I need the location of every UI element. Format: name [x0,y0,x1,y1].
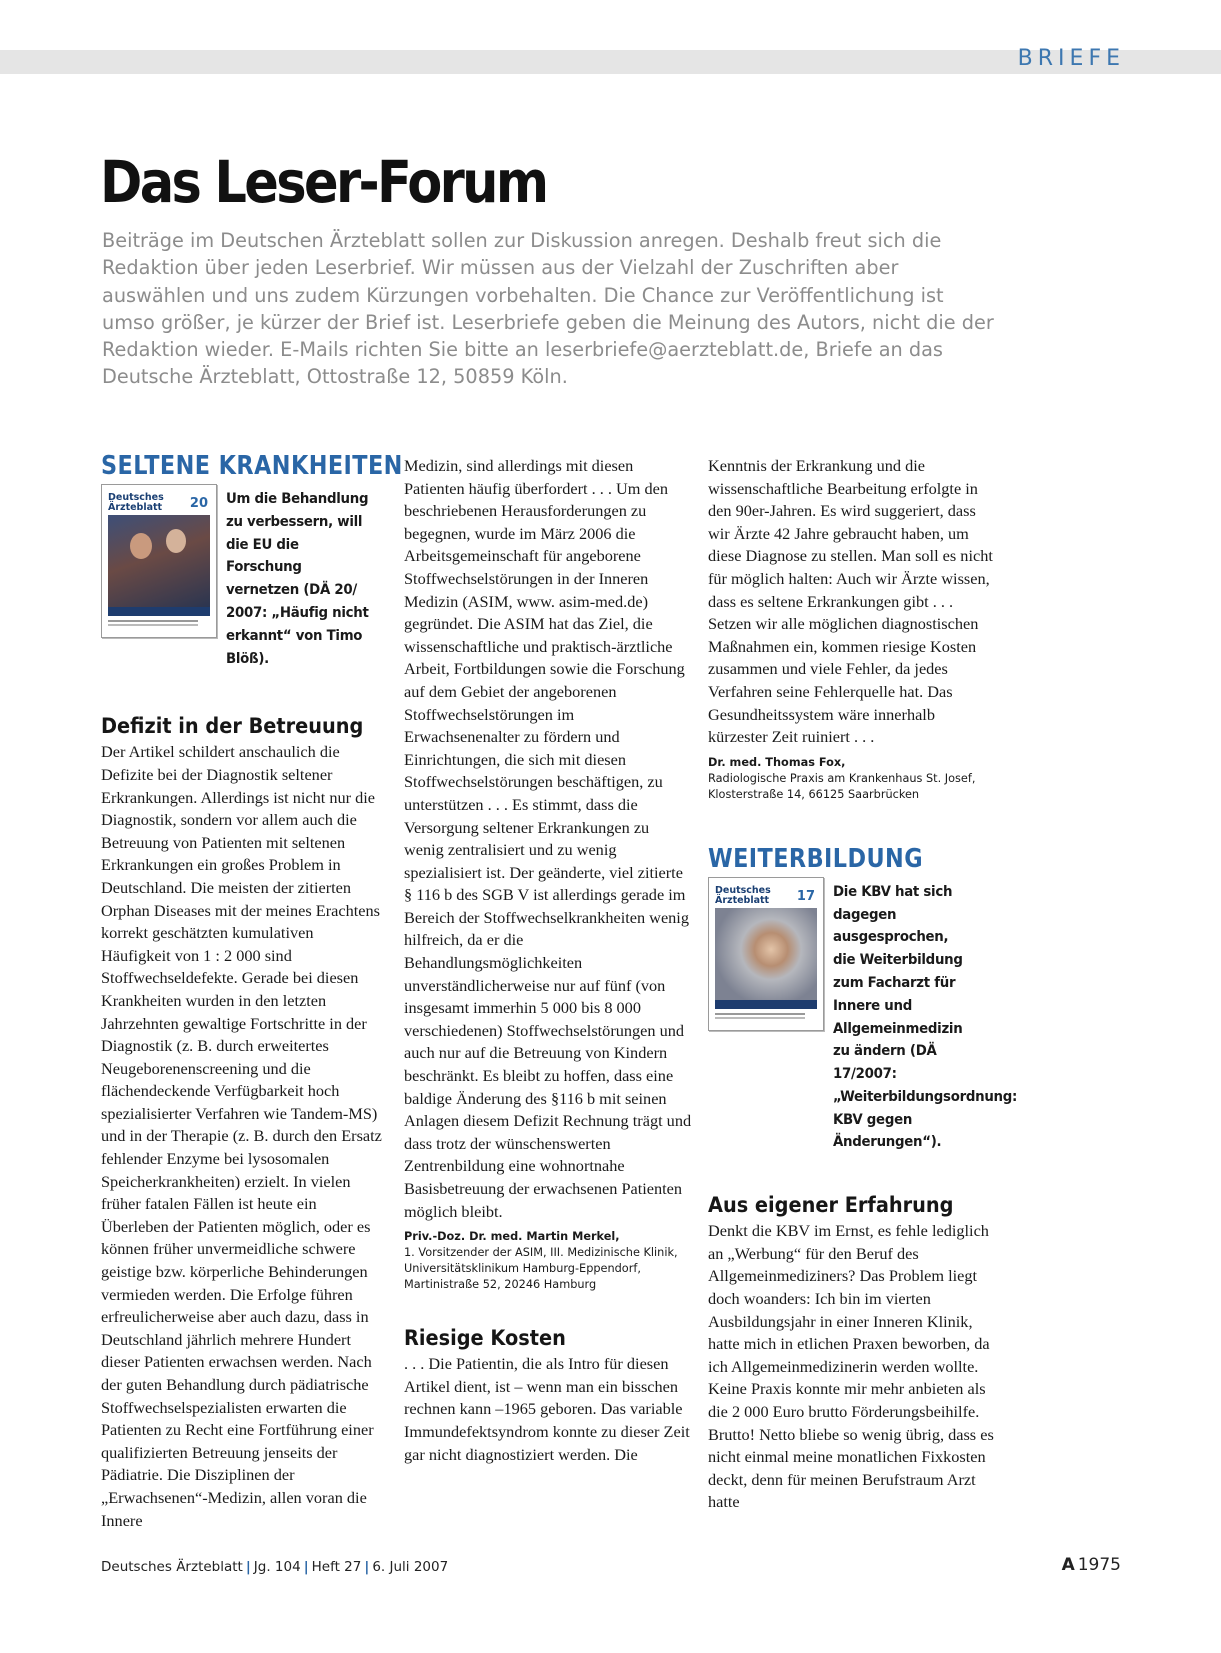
letter-body: . . . Die Patientin, die als Intro für diesen Artikel dient, ist – wenn man ein bisschen rechnen kann –1965 geboren. Das variable Immundefektsyndrom konnte zu dieser Zeit gar nicht diagnostiziert werden. Die [404,1354,690,1464]
cover-photo [108,515,210,607]
column-2 [404,455,692,1466]
footer-separator: | [364,1559,370,1575]
letter-author-affiliation: 1. Vorsitzender der ASIM, III. Medizinische Klinik, Universitätsklinikum Hamburg-Eppendorf, Martinistraße 52, 20246 Hamburg [404,1246,678,1292]
page-title: Das Leser-Forum [100,148,547,216]
cover-caption-lines [715,1013,805,1015]
page-number-value: 1975 [1077,1555,1121,1575]
teaser-box [708,877,1018,1155]
footer-citation [101,1559,448,1575]
letter-body: Der Artikel schildert anschaulich die Defizite bei der Diagnostik seltener Erkrankungen. Allerdings ist nicht nur die Diagnostik, sondern vor allem auch die Betreuung von Patienten mit seltenen Erkrankungen ein großes Problem in Deutschland. Die meisten der zitierten Orphan Diseases mit der meines Erachtens korrekt geschätzten kumulativen Häufigkeit von 1 : 2 000 sind Stoffwechseldefekte. Gerade bei diesen Krankheiten wurden in den letzten Jahrzehnten gewaltige Fortschritte in der Diagnostik (z. B. durch erweitertes Neugeborenenscreening und die flächendeckende Verfügbarkeit hoch spezialisierter Verfahren wie Tandem-MS) und in der Therapie (z. B. durch den Ersatz fehlender Enzyme bei lysosomalen Speicherkrankheiten) erzielt. In vielen früher fatalen Fällen ist heute ein Überleben der Patienten möglich, oder es können früher unvermeidliche schwere geistige bzw. körperliche Behinderungen vermieden werden. Die Erfolge führen erfreulicherweise aber auch dazu, dass in Deutschland jährlich mehrere Hundert dieser Patienten erwachsen werden. Nach der guten Behandlung durch pädiatrische Stoffwechselspezialisten erwarten die Patienten zu Recht eine Fortführung einer qualifizierten Betreuung jenseits der Pädiatrie. Die Disziplinen der „Erwachsenen“-Medizin, allen voran die Innere [101,742,382,1530]
cover-photo [715,908,817,1000]
page-prefix: A [1061,1555,1075,1575]
magazine-cover-image [101,484,217,638]
column-1 [101,450,403,1532]
rubric-title: WEITERBILDUNG [708,843,923,874]
teaser-text: Um die Behandlung zu verbessern, will die EU die Forschung vernetzen (DÄ 20/ 2007: „Häufig nicht erkannt“ von Timo Blöß). [226,491,369,667]
footer-volume: Jg. 104 [253,1559,301,1575]
section-tag: BRIEFE [1017,46,1125,71]
rubric-title: SELTENE KRANKHEITEN [101,451,403,481]
magazine-cover-image [708,877,824,1031]
cover-band [715,1000,817,1009]
letter-heading: Aus eigener Erfahrung [708,1193,954,1218]
letter-author: Priv.-Doz. Dr. med. Martin Merkel, [404,1230,620,1244]
intro-text: Beiträge im Deutschen Ärzteblatt sollen zur Diskussion anregen. Deshalb freut sich die Redaktion über jeden Leserbrief. Wir müssen aus der Vielzahl der Zuschriften aber auswählen und uns zudem Kürzungen vorbehalten. Die Chance zur Veröffentlichung ist umso größer, je kürzer der Brief ist. Leserbriefe geben die Meinung des Autors, nicht die der Redaktion wieder. E-Mails richten Sie bitte an leserbriefe@aerzteblatt.de, Briefe an das Deutsche Ärzteblatt, Ottostraße 12, 50859 Köln. [102,229,994,389]
letter-heading: Defizit in der Betreuung [101,714,364,739]
cover-issue-number: 17 [796,888,815,904]
cover-logo: Deutsches Ärzteblatt [108,492,164,513]
letter-body-continued: Medizin, sind allerdings mit diesen Patienten häufig überfordert . . . Um den beschriebenen Herausforderungen zu begegnen, wurde im März 2006 die Arbeitsgemeinschaft für angeborene Stoffwechselstörungen in der Inneren Medizin (ASIM, www. asim-med.de) gegründet. Die ASIM hat das Ziel, die wissenschaftliche und praktisch-ärztliche Arbeit, Fortbildungen sowie die Forschung auf dem Gebiet der angeborenen Stoffwechselstörungen im Erwachsenenalter zu fördern und Einrichtungen, die sich mit diesen Stoffwechselstörungen beschäftigen, zu unterstützen . . . Es stimmt, dass die Versorgung seltener Erkrankungen zu wenig zentralisiert und zu wenig spezialisiert ist. Der geänderte, viel zitierte § 116 b des SGB V ist allerdings gerade im Bereich der Stoffwechselkrankheiten wenig hilfreich, da er die Behandlungsmöglichkeiten unverständlicherweise nur auf fünf (von insgesamt immerhin 5 000 bis 8 000 verschiedenen) Stoffwechselstörungen und auch nur auf die Betreuung von Kindern beschränkt. Es bleibt zu hoffen, dass eine baldige Änderung des §116 b mit seinen Anlagen diesem Defizit Rechnung trägt und dass trotz der wünschenswerten Zentrenbildung eine wohnortnahe Basisbetreuung der erwachsenen Patienten möglich bleibt. [404,456,692,1221]
cover-band [108,607,210,616]
cover-caption-lines [108,620,198,622]
teaser-text: Die KBV hat sich dagegen ausgesprochen, die Weiterbildung zum Facharzt für Innere und Allgemeinmedizin zu ändern (DÄ 17/2007: „Weiterbildungsordnung: KBV gegen Änderungen“). [833,883,1018,1151]
cover-logo: Deutsches Ärzteblatt [715,884,771,906]
cover-issue-number: 20 [189,496,208,511]
column-3 [708,455,1018,1514]
footer-journal: Deutsches Ärzteblatt [101,1559,243,1575]
letter-body: Denkt die KBV im Ernst, es fehle lediglich an „Werbung“ für den Beruf des Allgemeinmediziners? Das Problem liegt doch woanders: Ich bin im vierten Ausbildungsjahr in einer Inneren Klinik, hatte mich in etlichen Praxen beworben, da ich Allgemeinmedizinerin werden wollte. Keine Praxis konnte mir mehr anbieten als die 2 000 Euro brutto Förderungsbeihilfe. Brutto! Netto bliebe so wenig übrig, dass es nicht einmal meine monatlichen Fixkosten deckt, denn für meinen Berufstraum Arzt hatte [708,1221,994,1512]
page-number [1062,1555,1121,1575]
letter-heading: Riesige Kosten [404,1326,566,1351]
footer-date: 6. Juli 2007 [372,1559,449,1575]
letter-author-affiliation: Radiologische Praxis am Krankenhaus St. Josef, Klosterstraße 14, 66125 Saarbrücken [708,771,976,801]
footer-separator: | [245,1559,251,1575]
footer-separator: | [303,1559,309,1575]
footer-issue: Heft 27 [311,1559,362,1575]
teaser-box [101,484,386,670]
letter-body-continued: Kenntnis der Erkrankung und die wissenschaftliche Bearbeitung erfolgte in den 90er-Jahren. Es wird suggeriert, dass wir Ärzte 42 Jahre gebraucht haben, um diese Diagnose zu stellen. Man soll es nicht für möglich halten: Auch wir Ärzte wissen, dass es seltene Erkrankungen gibt . . . Setzen wir alle möglichen diagnostischen Maßnahmen ein, kommen riesige Kosten zusammen und viele Fehler, da jedes Verfahren seine Fehlerquelle hat. Das Gesundheitssystem wäre innerhalb kürzester Zeit ruiniert . . . [708,456,993,747]
letter-author: Dr. med. Thomas Fox, [708,755,846,769]
